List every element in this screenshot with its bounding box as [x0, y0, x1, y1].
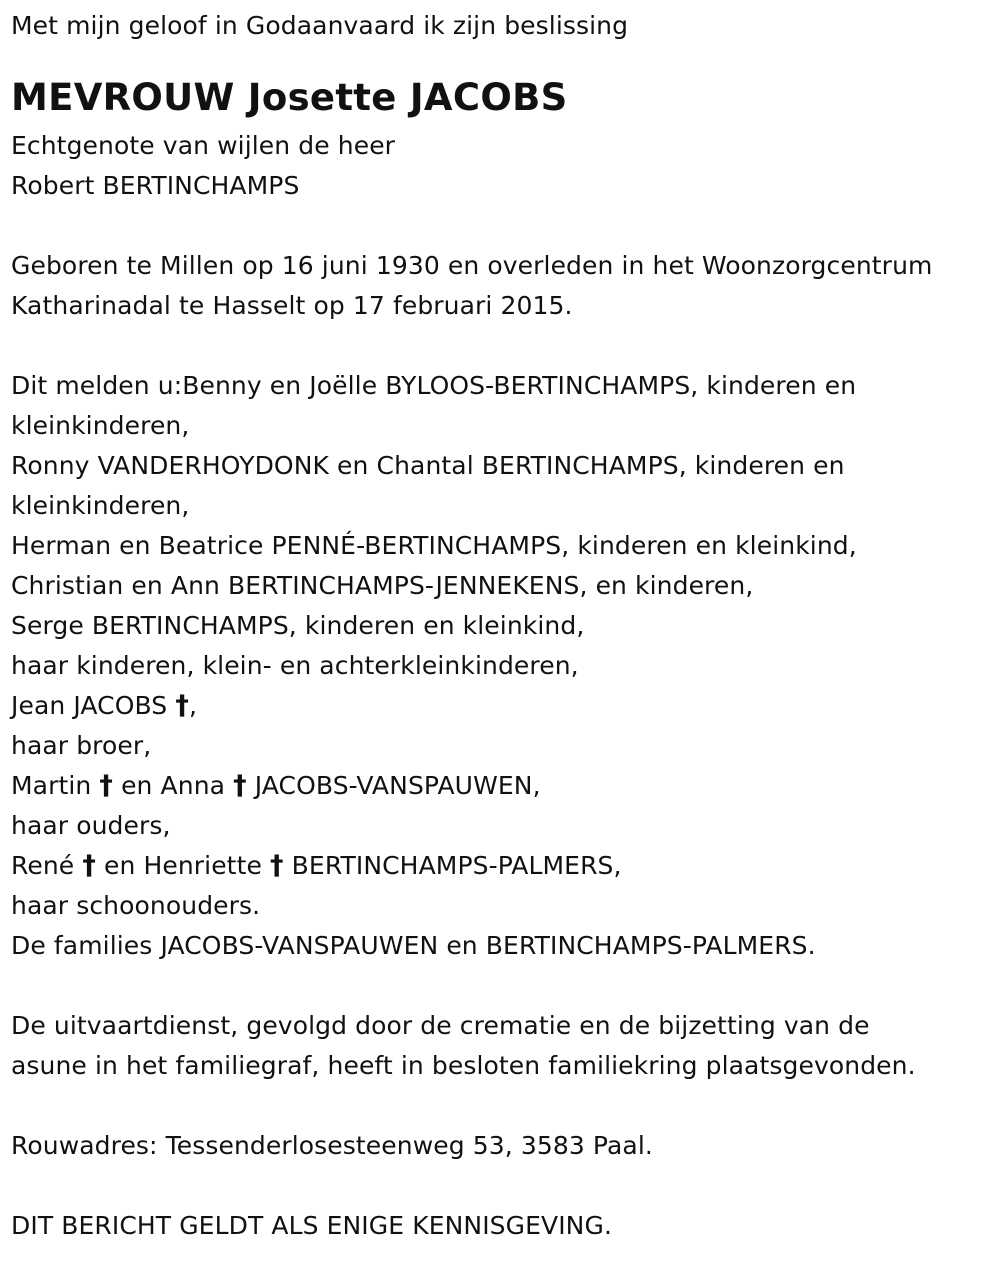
father-in-law-name: René: [11, 851, 75, 880]
birth-death-line-2: Katharinadal te Hasselt op 17 februari 2015.: [11, 291, 573, 320]
spacer: [11, 1086, 1000, 1126]
spouse-line-2: Robert BERTINCHAMPS: [11, 171, 300, 200]
cross-icon: †: [233, 770, 247, 801]
birth-death-line-1: Geboren te Millen op 16 juni 1930 en overleden in het Woonzorgcentrum: [11, 251, 933, 280]
announcers-line-5: Herman en Beatrice PENNÉ-BERTINCHAMPS, kinderen en kleinkind,: [11, 531, 857, 560]
announcers-line-10: haar broer,: [11, 731, 152, 760]
funeral-line-1: De uitvaartdienst, gevolgd door de crematie en de bijzetting van de: [11, 1011, 870, 1040]
inlaws-line: [11, 846, 1000, 886]
motto: Met mijn geloof in Godaanvaard ik zijn beslissing: [11, 11, 629, 40]
spacer: [11, 326, 1000, 366]
brother-suffix: ,: [188, 691, 197, 720]
mourning-address: Rouwadres: Tessenderlosesteenweg 53, 3583 Paal.: [11, 1131, 653, 1160]
inlaws-surname: BERTINCHAMPS-PALMERS,: [291, 851, 622, 880]
spacer: [11, 966, 1000, 1006]
announcers-line-12: haar ouders,: [11, 811, 171, 840]
parents-line: [11, 766, 1000, 806]
funeral-line-2: asune in het familiegraf, heeft in besloten familiekring plaatsgevonden.: [11, 1051, 916, 1080]
announcers-line-2: kleinkinderen,: [11, 411, 190, 440]
spacer: [11, 1166, 1000, 1206]
mother-name: en Anna: [121, 771, 226, 800]
spouse-line-1: Echtgenote van wijlen de heer: [11, 131, 396, 160]
cross-icon: †: [175, 690, 189, 721]
notice-line: DIT BERICHT GELDT ALS ENIGE KENNISGEVING.: [11, 1211, 612, 1240]
cross-icon: †: [270, 850, 284, 881]
announcers-line-3: Ronny VANDERHOYDONK en Chantal BERTINCHAMPS, kinderen en: [11, 451, 845, 480]
father-name: Martin: [11, 771, 92, 800]
announcers-line-8: haar kinderen, klein- en achterkleinkinderen,: [11, 651, 579, 680]
announcers-line-1: Dit melden u:Benny en Joëlle BYLOOS-BERTINCHAMPS, kinderen en: [11, 371, 857, 400]
spacer: [11, 206, 1000, 246]
cross-icon: †: [99, 770, 114, 801]
announcers-line-4: kleinkinderen,: [11, 491, 190, 520]
parents-surname: JACOBS-VANSPAUWEN,: [254, 771, 541, 800]
announcers-line-14: haar schoonouders.: [11, 891, 261, 920]
cross-icon: †: [82, 850, 96, 881]
announcers-line-7: Serge BERTINCHAMPS, kinderen en kleinkind,: [11, 611, 585, 640]
spacer: [11, 46, 1000, 70]
announcers-line-15: De families JACOBS-VANSPAUWEN en BERTINCHAMPS-PALMERS.: [11, 931, 816, 960]
brother-name: Jean JACOBS: [11, 691, 168, 720]
brother-line: [11, 686, 1000, 726]
announcers-line-6: Christian en Ann BERTINCHAMPS-JENNEKENS, en kinderen,: [11, 571, 754, 600]
mother-in-law-name: en Henriette: [103, 851, 262, 880]
deceased-name: MEVROUW Josette JACOBS: [11, 76, 568, 119]
